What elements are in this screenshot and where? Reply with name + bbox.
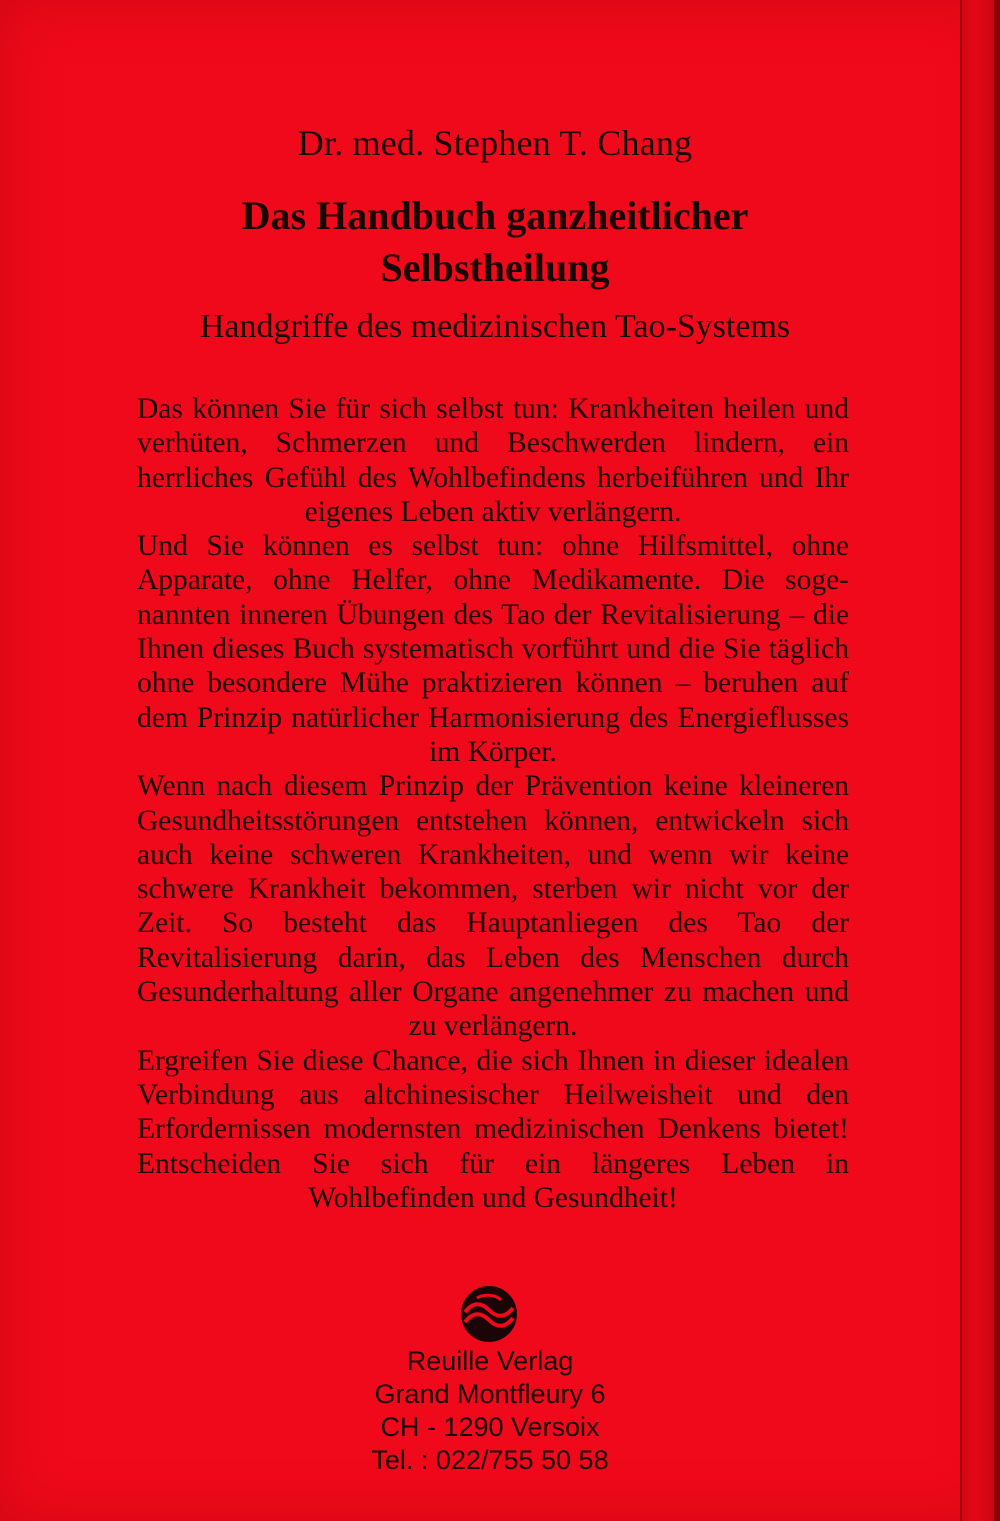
title-line-2: Selbstheilung <box>380 245 610 290</box>
title-line-1: Das Handbuch ganzheitlicher <box>241 193 749 238</box>
cover-edge-shadow <box>994 0 1000 1521</box>
book-title <box>0 190 990 294</box>
publisher-phone: Tel. : 022/755 50 58 <box>371 1445 609 1475</box>
book-subtitle: Handgriffe des medizinischen Tao-Systems <box>199 308 791 345</box>
wave-circle-icon <box>459 1284 519 1344</box>
blurb-paragraph: Wenn nach diesem Prinzip der Prävention keine kleineren Gesundheitsstörungen entstehen können, entwickeln sich auch keine schweren Krankheiten, und wenn wir keine schwere Krankheit bekommen, sterben wir nicht vor der Zeit. So besteht das Hauptanliegen des Tao der Revitalisierung darin, das Leben des Menschen durch Gesunderhaltung aller Organe angenehmer zu machen und zu verlängern. <box>137 770 849 1043</box>
publisher-name: Reuille Verlag <box>406 1346 574 1376</box>
blurb-paragraph: Und Sie können es selbst tun: ohne Hilfsmittel, ohne Apparate, ohne Helfer, ohne Medikamente. Die sogenannten inneren Übungen des Tao der Revitalisierung – die Ihnen dieses Buch systematisch vorführt und die Sie täglich ohne besondere Mühe praktizieren können – beruhen auf dem Prinzip natürlicher Harmonisierung des Energieflusses im Körper. <box>137 530 849 768</box>
blurb-paragraph: Das können Sie für sich selbst tun: Krankheiten heilen und verhüten, Schmerzen und Beschwerden lindern, ein herrliches Gefühl des Wohlbefindens herbeiführen und Ihr eigenes Leben aktiv verlängern. <box>137 393 849 528</box>
publisher-street: Grand Montfleury 6 <box>374 1379 606 1409</box>
publisher-city: CH - 1290 Versoix <box>380 1412 600 1442</box>
blurb-paragraph: Ergreifen Sie diese Chance, die sich Ihnen in dieser idealen Verbindung aus altchinesischer Heilweisheit und den Erfordernissen modernsten medizinischen Denkens bietet! Entscheiden Sie sich für ein längeres Leben in Wohlbefinden und Gesundheit! <box>137 1044 849 1214</box>
author-name: Dr. med. Stephen T. Chang <box>297 123 693 163</box>
publisher-info <box>0 1345 980 1477</box>
blurb-text <box>137 392 849 1215</box>
